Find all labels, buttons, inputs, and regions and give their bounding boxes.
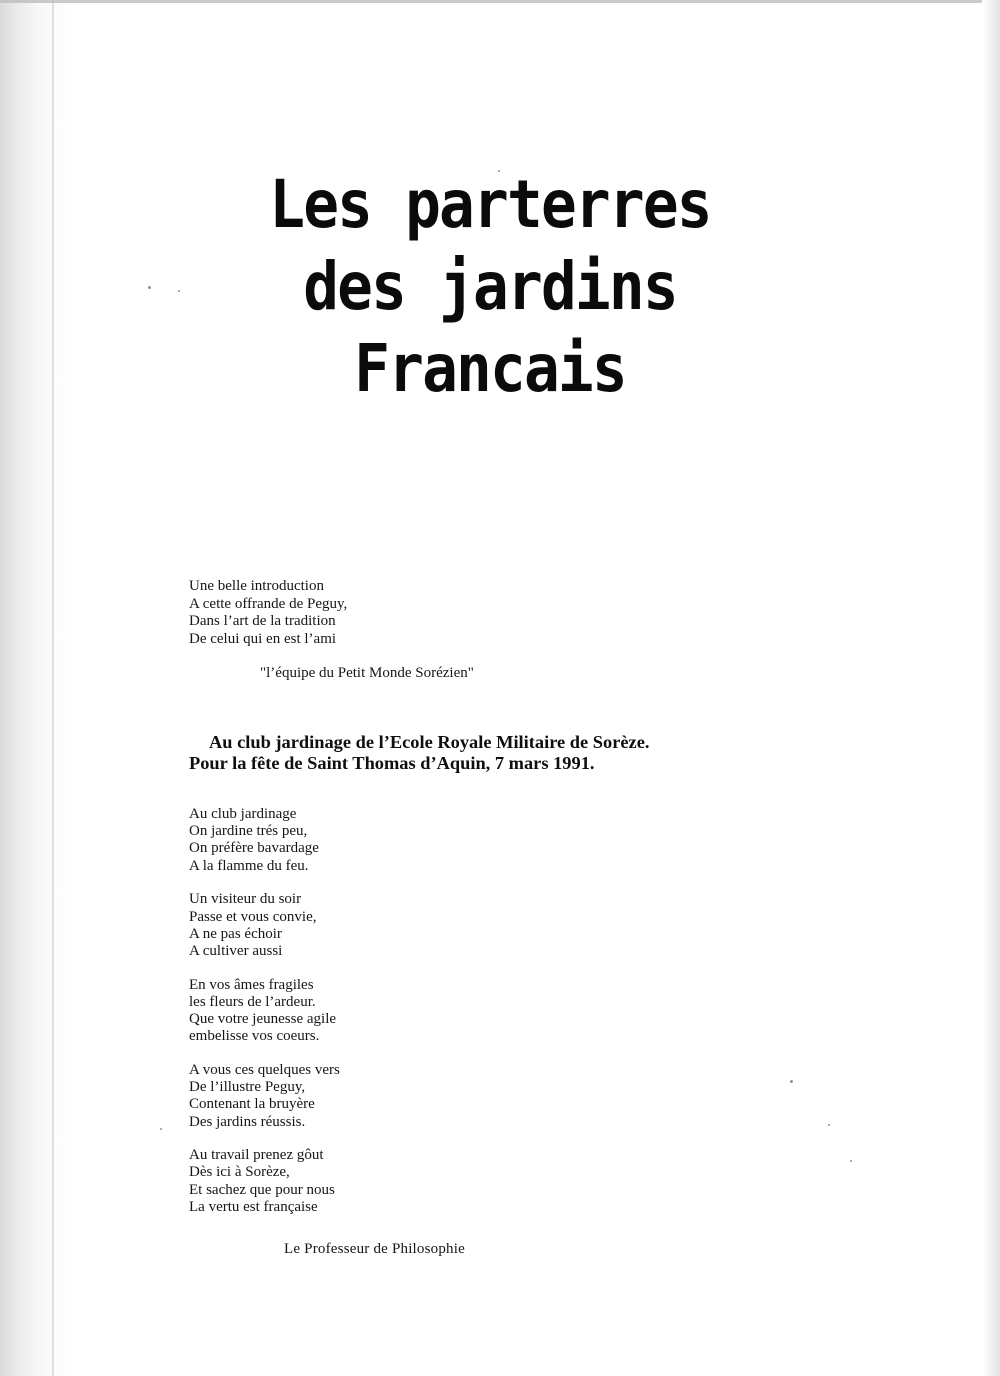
poem-line: Un visiteur du soir [189,891,302,908]
poem-line: embelisse vos coeurs. [189,1028,320,1045]
dedication-line: Pour la fête de Saint Thomas d’Aquin, 7 mars 1991. [189,753,595,773]
poem-line: Au club jardinage [189,806,297,822]
poem-line: Au travail prenez gôut [189,1147,324,1164]
title-line: Francais [354,330,626,407]
poem-line: De l’illustre Peguy, [189,1079,306,1096]
poem-stanza [189,1147,549,1216]
poem-line: Dès ici à Sorèze, [189,1164,290,1181]
poem-line: Des jardins réussis. [189,1113,306,1130]
poem [189,806,549,1233]
scan-speck [148,286,151,289]
poem-line: Que votre jeunesse agile [189,1011,337,1028]
poem-line: Et sachez que pour nous [189,1181,335,1198]
page-title [210,164,770,410]
poem-stanza [189,1062,549,1131]
poem-stanza [189,891,549,960]
poem-line: En vos âmes fragiles [189,976,314,993]
intro-line: Dans l’art de la tradition [189,613,336,629]
intro-line: Une belle introduction [189,578,324,594]
scan-speck [178,290,180,292]
scan-left-shadow [0,0,70,1376]
intro-line: De celui qui en est l’ami [189,630,337,647]
intro-signature: "l’équipe du Petit Monde Sorézien" [260,665,474,681]
poem-line: A cultiver aussi [189,942,283,959]
poem-line: les fleurs de l’ardeur. [189,993,316,1010]
scan-speck [828,1124,830,1126]
poem-line: A ne pas échoir [189,925,282,942]
intro-verse [189,578,549,648]
scan-speck [160,1128,162,1130]
poem-stanza [189,977,549,1046]
scan-right-edge [982,0,1000,1376]
poem-line: Contenant la bruyère [189,1096,315,1113]
scan-speck [790,1080,793,1083]
poem-line: A la flamme du feu. [189,857,309,874]
poem-signature: Le Professeur de Philosophie [284,1241,465,1257]
title-line: Les parterres [269,166,711,243]
poem-line: Passe et vous convie, [189,908,317,925]
title-line: des jardins [303,248,677,325]
dedication [189,732,749,774]
poem-line: A vous ces quelques vers [189,1061,340,1078]
dedication-line: Au club jardinage de l’Ecole Royale Militaire de Sorèze. [209,732,650,752]
poem-stanza [189,806,549,875]
scan-left-edge [52,0,54,1376]
poem-line: On préfère bavardage [189,840,319,857]
scan-speck [850,1160,852,1162]
poem-line: La vertu est française [189,1198,318,1215]
intro-line: A cette offrande de Peguy, [189,595,348,612]
poem-line: On jardine trés peu, [189,823,308,840]
scan-top-edge [0,0,1000,3]
